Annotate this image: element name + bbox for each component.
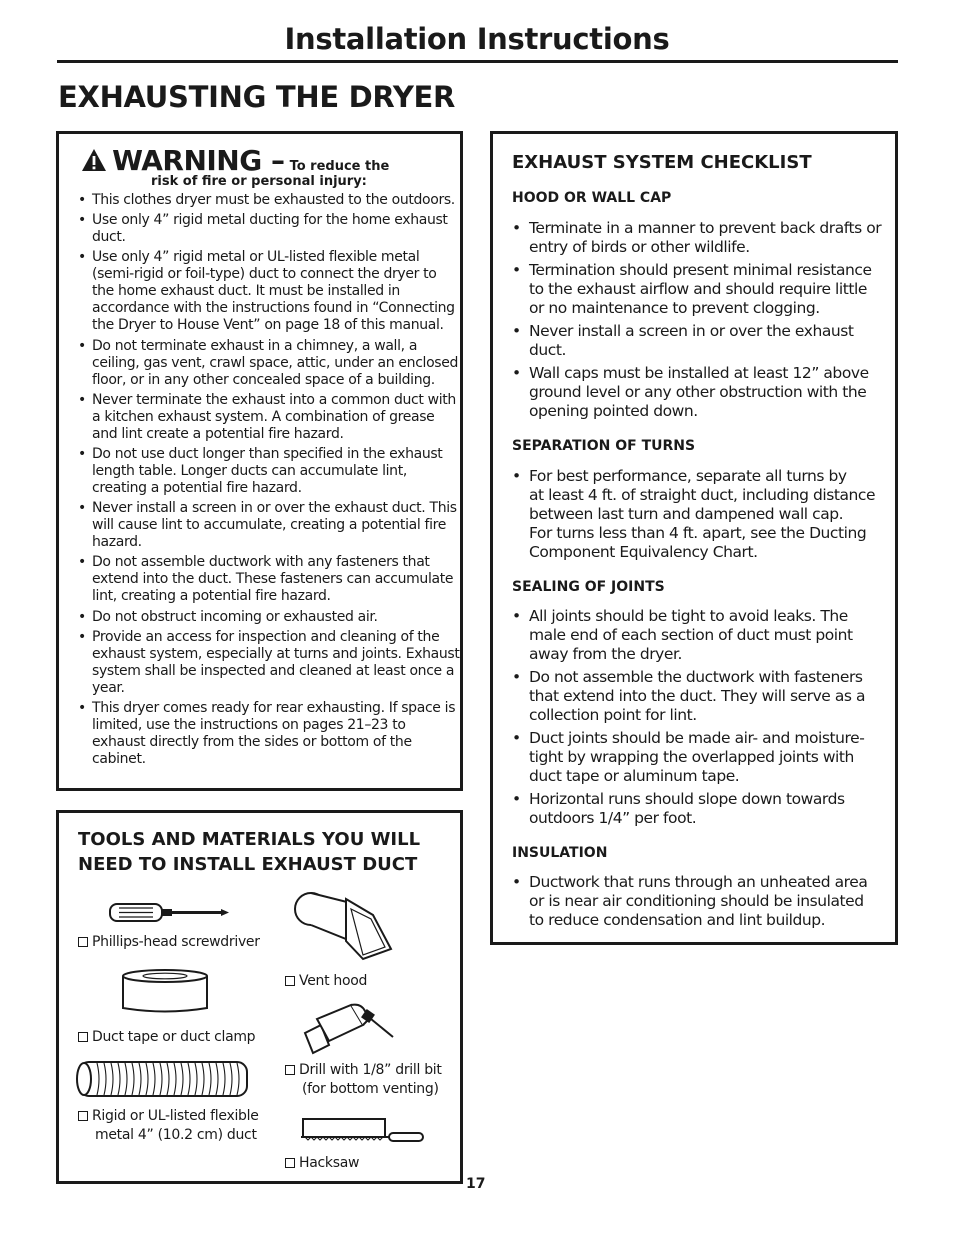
tool-hacksaw	[285, 1154, 359, 1173]
tool-drill	[285, 1061, 442, 1099]
flexible-duct-icon	[73, 1059, 253, 1103]
checklist-title: EXHAUST SYSTEM CHECKLIST	[512, 152, 812, 173]
list-item: • Use only 4” rigid metal ducting for the home exhaust duct.	[78, 212, 460, 246]
insulation-list	[512, 873, 882, 934]
hood-heading: HOOD OR WALL CAP	[512, 190, 672, 206]
turns-line: For turns less than 4 ft. apart, see the Ducting	[529, 524, 867, 542]
list-item: • Terminate in a manner to prevent back drafts or entry of birds or other wildlife.	[512, 219, 882, 257]
checkbox-icon	[78, 1111, 88, 1121]
turns-list	[512, 467, 882, 566]
tool-duct	[78, 1107, 259, 1145]
vent-hood-icon	[291, 891, 393, 967]
tool-label: Drill with 1/8” drill bit	[299, 1062, 442, 1078]
list-item: • Never install a screen in or over the exhaust duct. This will cause lint to accumulate, creating a potential fire hazard.	[78, 500, 460, 551]
tools-title: TOOLS AND MATERIALS YOU WILL NEED TO INSTALL EXHAUST DUCT	[78, 829, 421, 875]
checkbox-icon	[78, 937, 88, 947]
tool-label: Phillips-head screwdriver	[92, 934, 260, 950]
list-item: • Wall caps must be installed at least 12” above ground level or any other obstruction with the opening pointed down.	[512, 364, 882, 421]
warning-box	[56, 131, 463, 791]
section-title: EXHAUSTING THE DRYER	[58, 80, 456, 114]
list-item: • This clothes dryer must be exhausted to the outdoors.	[78, 192, 460, 209]
warning-triangle-icon	[81, 148, 107, 176]
warning-heading	[81, 144, 451, 177]
turns-heading: SEPARATION OF TURNS	[512, 438, 696, 454]
insulation-heading: INSULATION	[512, 845, 608, 861]
list-item: • All joints should be tight to avoid leaks. The male end of each section of duct must point away from the dryer.	[512, 607, 882, 664]
duct-tape-icon	[121, 968, 209, 1020]
checkbox-icon	[285, 1065, 295, 1075]
warning-subtitle-line2: risk of fire or personal injury:	[151, 174, 367, 189]
tool-label-line2: metal 4” (10.2 cm) duct	[95, 1127, 257, 1143]
tool-label: Hacksaw	[299, 1155, 360, 1171]
screwdriver-icon	[109, 901, 231, 929]
list-item: • Do not use duct longer than specified in the exhaust length table. Longer ducts can accumulate lint, creating a potential fire hazard.	[78, 446, 460, 497]
list-item: • Do not obstruct incoming or exhausted air.	[78, 609, 460, 626]
list-item: • Termination should present minimal resistance to the exhaust airflow and should require little or no maintenance to prevent clogging.	[512, 261, 882, 318]
turns-line: Component Equivalency Chart.	[529, 543, 758, 561]
list-item: • Use only 4” rigid metal or UL-listed flexible metal (semi-rigid or foil-type) duct to connect the dryer to the home exhaust duct. It must be installed in accordance with the instructions found in “Connecting the Dryer to House Vent” on page 18 of this manual.	[78, 249, 460, 334]
checkbox-icon	[285, 1158, 295, 1168]
list-item: • Do not assemble the ductwork with fasteners that extend into the duct. They will serve as a collection point for lint.	[512, 668, 882, 725]
joints-heading: SEALING OF JOINTS	[512, 579, 665, 595]
header-title: Installation Instructions	[284, 22, 670, 56]
list-item: • Duct joints should be made air- and moisture-tight by wrapping the overlapped joints with duct tape or aluminum tape.	[512, 729, 882, 786]
list-item: • Do not assemble ductwork with any fasteners that extend into the duct. These fasteners can accumulate lint, creating a potential fire hazard.	[78, 554, 460, 605]
checkbox-icon	[78, 1032, 88, 1042]
list-item: • Do not terminate exhaust in a chimney, a wall, a ceiling, gas vent, crawl space, attic, under an enclosed floor, or in any other concealed space of a building.	[78, 338, 460, 389]
list-item: • This dryer comes ready for rear exhausting. If space is limited, use the instructions on pages 21–23 to exhaust directly from the sides or bottom of the cabinet.	[78, 700, 460, 768]
warning-list	[78, 192, 460, 771]
turns-line: at least 4 ft. of straight duct, including distance	[529, 486, 876, 504]
tool-label: Rigid or UL-listed flexible	[92, 1108, 259, 1124]
tool-duct-tape	[78, 1028, 255, 1047]
tool-label: Vent hood	[299, 973, 368, 989]
list-item	[512, 467, 882, 562]
checklist-box	[490, 131, 898, 945]
list-item: • Horizontal runs should slope down towards outdoors 1/4” per foot.	[512, 790, 882, 828]
checkbox-icon	[285, 976, 295, 986]
page-number: 17	[466, 1176, 486, 1192]
tools-box	[56, 810, 463, 1184]
hood-list	[512, 219, 882, 425]
list-item: • Never install a screen in or over the exhaust duct.	[512, 322, 882, 360]
warning-word: WARNING –	[112, 144, 285, 177]
turns-line: For best performance, separate all turns by	[529, 467, 847, 485]
list-item: • Ductwork that runs through an unheated area or is near air conditioning should be insulated to reduce condensation and lint buildup.	[512, 873, 882, 930]
joints-list	[512, 607, 882, 832]
drill-icon	[299, 995, 397, 1061]
tool-vent-hood	[285, 972, 367, 991]
list-item: • Provide an access for inspection and cleaning of the exhaust system, especially at turns and joints. Exhaust system shall be inspected and cleaned at least once a year.	[78, 629, 460, 697]
hacksaw-icon	[297, 1115, 427, 1149]
tool-label-line2: (for bottom venting)	[302, 1081, 439, 1097]
tool-label: Duct tape or duct clamp	[92, 1029, 256, 1045]
header-rule	[57, 60, 898, 63]
tool-screwdriver	[78, 933, 260, 952]
warning-subtitle: To reduce the	[289, 159, 390, 174]
turns-line: between last turn and dampened wall cap.	[529, 505, 844, 523]
list-item: • Never terminate the exhaust into a common duct with a kitchen exhaust system. A combination of grease and lint create a potential fire hazard.	[78, 392, 460, 443]
